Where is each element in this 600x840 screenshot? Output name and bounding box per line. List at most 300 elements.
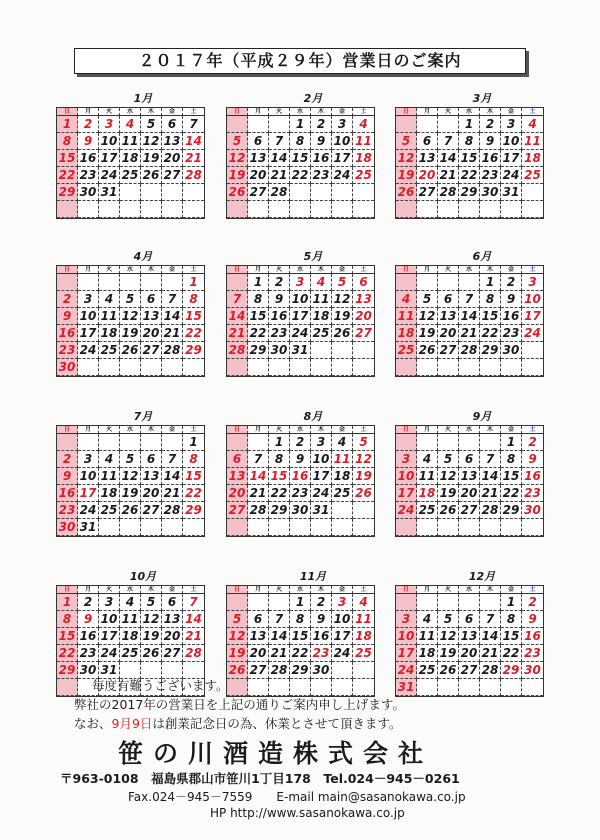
day-cell: 18 xyxy=(522,150,543,167)
day-cell: 19 xyxy=(353,468,374,485)
empty-cell xyxy=(311,201,332,218)
day-cell: 5 xyxy=(227,133,248,150)
empty-cell xyxy=(248,519,269,536)
day-cell: 26 xyxy=(141,645,162,662)
day-cell: 13 xyxy=(248,150,269,167)
weekday-header: 金 xyxy=(501,426,522,434)
empty-cell xyxy=(248,359,269,376)
day-cell: 14 xyxy=(162,308,183,325)
day-cell: 28 xyxy=(248,502,269,519)
day-cell: 22 xyxy=(248,325,269,342)
day-cell: 17 xyxy=(99,628,120,645)
empty-cell xyxy=(332,519,353,536)
weekday-header: 土 xyxy=(183,108,204,116)
empty-cell xyxy=(57,434,78,451)
day-cell: 11 xyxy=(120,133,141,150)
day-cell: 19 xyxy=(396,167,417,184)
page-title: ２０１７年（平成２９年）営業日のご案内 xyxy=(74,48,526,74)
day-cell: 19 xyxy=(227,167,248,184)
day-cell: 30 xyxy=(78,184,99,201)
month-label: 11月 xyxy=(299,570,327,583)
day-cell: 3 xyxy=(522,274,543,291)
day-cell: 20 xyxy=(248,645,269,662)
weekday-header: 木 xyxy=(480,586,501,594)
empty-cell xyxy=(353,502,374,519)
day-cell: 1 xyxy=(57,116,78,133)
empty-cell xyxy=(438,274,459,291)
day-cell: 26 xyxy=(141,167,162,184)
day-cell: 27 xyxy=(353,325,374,342)
weekday-header: 水 xyxy=(290,426,311,434)
month-grid xyxy=(226,585,375,697)
empty-cell xyxy=(248,594,269,611)
day-cell: 1 xyxy=(290,594,311,611)
empty-cell xyxy=(183,201,204,218)
day-cell: 16 xyxy=(311,150,332,167)
day-cell: 24 xyxy=(332,645,353,662)
month-label: 4月 xyxy=(133,250,153,263)
weekday-header: 水 xyxy=(459,426,480,434)
month-calendar xyxy=(226,249,376,377)
day-cell: 14 xyxy=(269,628,290,645)
day-cell: 10 xyxy=(78,468,99,485)
empty-cell xyxy=(57,274,78,291)
weekday-header: 日 xyxy=(227,266,248,274)
weekday-header: 日 xyxy=(227,586,248,594)
weekday-header: 火 xyxy=(99,586,120,594)
weekday-header: 土 xyxy=(522,426,543,434)
day-cell: 28 xyxy=(183,645,204,662)
notice-line: 弊社の2017年の営業日を上記の通りご案内申し上げます。 xyxy=(74,697,405,712)
day-cell: 14 xyxy=(480,628,501,645)
day-cell: 27 xyxy=(417,184,438,201)
weekday-header: 土 xyxy=(183,266,204,274)
weekday-header: 月 xyxy=(417,426,438,434)
day-cell: 25 xyxy=(417,662,438,679)
day-cell: 18 xyxy=(311,308,332,325)
month-calendar xyxy=(395,409,545,537)
day-cell: 20 xyxy=(162,628,183,645)
day-cell: 5 xyxy=(141,116,162,133)
empty-cell xyxy=(269,594,290,611)
day-cell: 19 xyxy=(141,628,162,645)
empty-cell xyxy=(99,519,120,536)
empty-cell xyxy=(78,201,99,218)
day-cell: 15 xyxy=(57,150,78,167)
month-calendar xyxy=(395,569,545,697)
day-cell: 29 xyxy=(501,662,522,679)
day-cell: 1 xyxy=(501,434,522,451)
empty-cell xyxy=(438,679,459,696)
empty-cell xyxy=(183,519,204,536)
day-cell: 7 xyxy=(162,291,183,308)
empty-cell xyxy=(353,359,374,376)
day-cell: 17 xyxy=(522,308,543,325)
day-cell: 11 xyxy=(417,468,438,485)
day-cell: 30 xyxy=(269,342,290,359)
day-cell: 28 xyxy=(459,342,480,359)
empty-cell xyxy=(480,359,501,376)
weekday-header: 月 xyxy=(78,108,99,116)
day-cell: 24 xyxy=(78,502,99,519)
day-cell: 8 xyxy=(57,133,78,150)
weekday-header: 水 xyxy=(290,266,311,274)
weekday-header: 土 xyxy=(353,266,374,274)
day-cell: 9 xyxy=(57,468,78,485)
empty-cell xyxy=(227,359,248,376)
day-cell: 10 xyxy=(522,291,543,308)
weekday-header: 金 xyxy=(162,108,183,116)
day-cell: 8 xyxy=(183,451,204,468)
day-cell: 4 xyxy=(99,291,120,308)
day-cell: 16 xyxy=(78,628,99,645)
day-cell: 25 xyxy=(120,645,141,662)
day-cell: 14 xyxy=(162,468,183,485)
day-cell: 2 xyxy=(57,291,78,308)
empty-cell xyxy=(480,519,501,536)
day-cell: 30 xyxy=(57,519,78,536)
empty-cell xyxy=(99,274,120,291)
day-cell: 5 xyxy=(332,274,353,291)
empty-cell xyxy=(141,359,162,376)
day-cell: 4 xyxy=(522,116,543,133)
day-cell: 2 xyxy=(57,451,78,468)
empty-cell xyxy=(227,274,248,291)
month-grid xyxy=(395,585,544,697)
empty-cell xyxy=(480,201,501,218)
day-cell: 9 xyxy=(480,133,501,150)
day-cell: 25 xyxy=(311,325,332,342)
weekday-header: 日 xyxy=(227,108,248,116)
day-cell: 18 xyxy=(332,468,353,485)
empty-cell xyxy=(141,519,162,536)
empty-cell xyxy=(269,679,290,696)
day-cell: 30 xyxy=(290,502,311,519)
day-cell: 12 xyxy=(353,451,374,468)
weekday-header: 日 xyxy=(227,426,248,434)
empty-cell xyxy=(311,342,332,359)
weekday-header: 金 xyxy=(162,426,183,434)
day-cell: 22 xyxy=(501,485,522,502)
month-grid xyxy=(56,107,205,219)
empty-cell xyxy=(141,201,162,218)
month-label: 12月 xyxy=(468,570,496,583)
weekday-header: 土 xyxy=(522,266,543,274)
day-cell: 23 xyxy=(522,645,543,662)
day-cell: 30 xyxy=(501,342,522,359)
day-cell: 19 xyxy=(438,485,459,502)
day-cell: 20 xyxy=(417,167,438,184)
day-cell: 13 xyxy=(353,291,374,308)
empty-cell xyxy=(396,434,417,451)
empty-cell xyxy=(269,359,290,376)
day-cell: 13 xyxy=(162,133,183,150)
weekday-header: 金 xyxy=(332,266,353,274)
weekday-header: 土 xyxy=(522,108,543,116)
empty-cell xyxy=(417,594,438,611)
weekday-header: 土 xyxy=(522,586,543,594)
weekday-header: 火 xyxy=(99,266,120,274)
day-cell: 30 xyxy=(522,662,543,679)
day-cell: 3 xyxy=(78,451,99,468)
day-cell: 10 xyxy=(332,611,353,628)
day-cell: 19 xyxy=(120,325,141,342)
empty-cell xyxy=(353,342,374,359)
day-cell: 18 xyxy=(99,485,120,502)
weekday-header: 土 xyxy=(183,426,204,434)
day-cell: 11 xyxy=(417,628,438,645)
day-cell: 31 xyxy=(311,502,332,519)
day-cell: 29 xyxy=(57,184,78,201)
day-cell: 20 xyxy=(248,167,269,184)
weekday-header: 日 xyxy=(396,426,417,434)
empty-cell xyxy=(417,201,438,218)
day-cell: 26 xyxy=(438,662,459,679)
empty-cell xyxy=(459,679,480,696)
empty-cell xyxy=(78,274,99,291)
day-cell: 29 xyxy=(459,184,480,201)
empty-cell xyxy=(248,116,269,133)
empty-cell xyxy=(248,679,269,696)
month-label: 8月 xyxy=(303,410,323,423)
weekday-header: 水 xyxy=(120,426,141,434)
day-cell: 27 xyxy=(141,502,162,519)
day-cell: 21 xyxy=(162,485,183,502)
day-cell: 11 xyxy=(99,308,120,325)
day-cell: 16 xyxy=(501,308,522,325)
day-cell: 4 xyxy=(353,116,374,133)
day-cell: 26 xyxy=(332,325,353,342)
empty-cell xyxy=(417,274,438,291)
day-cell: 10 xyxy=(78,308,99,325)
day-cell: 31 xyxy=(396,679,417,696)
day-cell: 22 xyxy=(269,485,290,502)
day-cell: 9 xyxy=(57,308,78,325)
empty-cell xyxy=(183,359,204,376)
day-cell: 24 xyxy=(522,325,543,342)
weekday-header: 土 xyxy=(353,426,374,434)
day-cell: 23 xyxy=(57,342,78,359)
day-cell: 17 xyxy=(332,628,353,645)
day-cell: 16 xyxy=(57,485,78,502)
day-cell: 15 xyxy=(57,628,78,645)
empty-cell xyxy=(120,184,141,201)
weekday-header: 木 xyxy=(311,426,332,434)
day-cell: 21 xyxy=(438,167,459,184)
day-cell: 12 xyxy=(227,150,248,167)
month-calendar xyxy=(226,409,376,537)
empty-cell xyxy=(522,359,543,376)
day-cell: 6 xyxy=(459,611,480,628)
day-cell: 1 xyxy=(269,434,290,451)
weekday-header: 木 xyxy=(480,266,501,274)
month-grid xyxy=(56,265,205,377)
empty-cell xyxy=(459,274,480,291)
month-calendar xyxy=(226,91,376,219)
day-cell: 16 xyxy=(57,325,78,342)
empty-cell xyxy=(99,201,120,218)
empty-cell xyxy=(269,201,290,218)
empty-cell xyxy=(141,184,162,201)
day-cell: 11 xyxy=(396,308,417,325)
day-cell: 6 xyxy=(248,133,269,150)
day-cell: 3 xyxy=(311,434,332,451)
day-cell: 29 xyxy=(290,662,311,679)
empty-cell xyxy=(459,594,480,611)
day-cell: 25 xyxy=(417,502,438,519)
day-cell: 9 xyxy=(522,451,543,468)
day-cell: 16 xyxy=(480,150,501,167)
empty-cell xyxy=(248,201,269,218)
weekday-header: 土 xyxy=(183,586,204,594)
day-cell: 21 xyxy=(480,485,501,502)
day-cell: 14 xyxy=(459,308,480,325)
day-cell: 4 xyxy=(332,434,353,451)
month-grid xyxy=(395,107,544,219)
day-cell: 16 xyxy=(311,628,332,645)
closure-notice-pre: なお、 xyxy=(74,716,112,731)
day-cell: 13 xyxy=(227,468,248,485)
day-cell: 30 xyxy=(480,184,501,201)
day-cell: 27 xyxy=(141,342,162,359)
day-cell: 8 xyxy=(290,133,311,150)
day-cell: 28 xyxy=(162,502,183,519)
empty-cell xyxy=(311,679,332,696)
weekday-header: 日 xyxy=(396,586,417,594)
day-cell: 18 xyxy=(353,628,374,645)
day-cell: 5 xyxy=(438,611,459,628)
month-calendar xyxy=(395,91,545,219)
day-cell: 25 xyxy=(353,645,374,662)
day-cell: 16 xyxy=(522,468,543,485)
day-cell: 5 xyxy=(417,291,438,308)
day-cell: 2 xyxy=(311,594,332,611)
day-cell: 18 xyxy=(353,150,374,167)
day-cell: 8 xyxy=(459,133,480,150)
empty-cell xyxy=(162,184,183,201)
empty-cell xyxy=(417,679,438,696)
empty-cell xyxy=(269,116,290,133)
month-label: 6月 xyxy=(472,250,492,263)
month-grid xyxy=(226,107,375,219)
day-cell: 8 xyxy=(57,611,78,628)
empty-cell xyxy=(459,359,480,376)
empty-cell xyxy=(438,594,459,611)
empty-cell xyxy=(120,359,141,376)
day-cell: 27 xyxy=(438,342,459,359)
empty-cell xyxy=(353,662,374,679)
day-cell: 31 xyxy=(99,662,120,679)
day-cell: 29 xyxy=(183,342,204,359)
day-cell: 20 xyxy=(162,150,183,167)
day-cell: 9 xyxy=(290,451,311,468)
day-cell: 3 xyxy=(99,116,120,133)
day-cell: 12 xyxy=(120,468,141,485)
empty-cell xyxy=(99,359,120,376)
weekday-header: 金 xyxy=(162,586,183,594)
day-cell: 21 xyxy=(480,645,501,662)
day-cell: 6 xyxy=(438,291,459,308)
day-cell: 28 xyxy=(480,662,501,679)
empty-cell xyxy=(459,434,480,451)
weekday-header: 月 xyxy=(417,586,438,594)
day-cell: 17 xyxy=(501,150,522,167)
weekday-header: 火 xyxy=(438,586,459,594)
day-cell: 9 xyxy=(522,611,543,628)
day-cell: 4 xyxy=(417,611,438,628)
day-cell: 22 xyxy=(57,167,78,184)
weekday-header: 金 xyxy=(332,426,353,434)
day-cell: 15 xyxy=(501,628,522,645)
day-cell: 22 xyxy=(183,325,204,342)
day-cell: 9 xyxy=(311,133,332,150)
weekday-header: 火 xyxy=(438,266,459,274)
day-cell: 24 xyxy=(99,645,120,662)
month-label: 9月 xyxy=(472,410,492,423)
day-cell: 22 xyxy=(57,645,78,662)
weekday-header: 火 xyxy=(438,108,459,116)
empty-cell xyxy=(227,679,248,696)
day-cell: 14 xyxy=(269,150,290,167)
day-cell: 23 xyxy=(480,167,501,184)
day-cell: 21 xyxy=(183,150,204,167)
empty-cell xyxy=(522,201,543,218)
day-cell: 24 xyxy=(78,342,99,359)
day-cell: 25 xyxy=(396,342,417,359)
month-grid xyxy=(395,425,544,537)
empty-cell xyxy=(417,116,438,133)
day-cell: 3 xyxy=(332,594,353,611)
empty-cell xyxy=(78,359,99,376)
empty-cell xyxy=(438,434,459,451)
day-cell: 31 xyxy=(99,184,120,201)
empty-cell xyxy=(522,184,543,201)
day-cell: 1 xyxy=(480,274,501,291)
empty-cell xyxy=(120,274,141,291)
day-cell: 23 xyxy=(311,167,332,184)
weekday-header: 月 xyxy=(248,426,269,434)
month-calendar xyxy=(56,249,206,377)
weekday-header: 水 xyxy=(459,266,480,274)
empty-cell xyxy=(227,201,248,218)
day-cell: 12 xyxy=(120,308,141,325)
day-cell: 13 xyxy=(459,468,480,485)
day-cell: 21 xyxy=(269,167,290,184)
day-cell: 22 xyxy=(459,167,480,184)
day-cell: 24 xyxy=(99,167,120,184)
day-cell: 19 xyxy=(227,645,248,662)
day-cell: 27 xyxy=(227,502,248,519)
day-cell: 15 xyxy=(501,468,522,485)
weekday-header: 日 xyxy=(57,586,78,594)
empty-cell xyxy=(332,662,353,679)
day-cell: 13 xyxy=(162,611,183,628)
empty-cell xyxy=(332,359,353,376)
day-cell: 1 xyxy=(248,274,269,291)
day-cell: 21 xyxy=(227,325,248,342)
weekday-header: 木 xyxy=(311,108,332,116)
day-cell: 4 xyxy=(417,451,438,468)
day-cell: 18 xyxy=(396,325,417,342)
empty-cell xyxy=(501,359,522,376)
day-cell: 14 xyxy=(480,468,501,485)
empty-cell xyxy=(396,359,417,376)
day-cell: 18 xyxy=(120,150,141,167)
weekday-header: 水 xyxy=(120,108,141,116)
weekday-header: 土 xyxy=(353,586,374,594)
day-cell: 30 xyxy=(78,662,99,679)
day-cell: 28 xyxy=(162,342,183,359)
